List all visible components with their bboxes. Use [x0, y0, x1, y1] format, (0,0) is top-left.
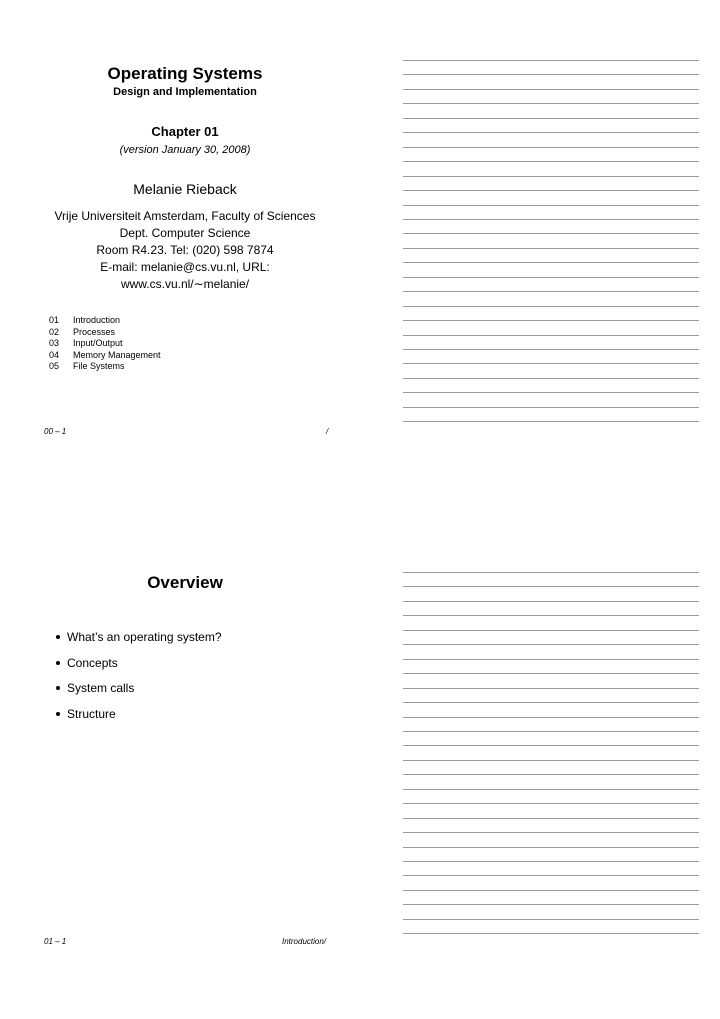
note-rule-line [403, 161, 699, 162]
slide2-footer-right: Introduction/ [282, 937, 327, 946]
toc-label: Memory Management [73, 349, 161, 360]
toc-number: 02 [49, 326, 60, 337]
note-rule-line [403, 919, 699, 920]
note-rule-line [403, 392, 699, 393]
slide1-footer-right: / [326, 427, 329, 436]
affiliation-block [40, 208, 330, 293]
note-rule-line [403, 717, 699, 718]
note-rule-line [403, 774, 699, 775]
toc-item [49, 327, 161, 339]
note-rule-line [403, 875, 699, 876]
note-rule-line [403, 673, 699, 674]
note-rule-line [403, 644, 699, 645]
chapter-heading: Chapter 01 [151, 124, 219, 139]
affiliation-line: E-mail: melanie@cs.vu.nl, URL: [100, 260, 270, 274]
bullet-text: Concepts [67, 655, 118, 670]
bullet-item [56, 624, 222, 650]
note-rule-line [403, 832, 699, 833]
note-rule-line [403, 803, 699, 804]
note-rule-line [403, 615, 699, 616]
bullet-dot-icon [56, 712, 60, 716]
toc-label: Processes [73, 326, 116, 337]
toc-number: 03 [49, 338, 60, 348]
bullet-item [56, 701, 222, 727]
affiliation-line: www.cs.vu.nl/∼melanie/ [120, 277, 250, 291]
note-rule-line [403, 745, 699, 746]
toc-item [49, 361, 161, 373]
note-rule-line [403, 586, 699, 587]
affiliation-line: Dept. Computer Science [119, 226, 251, 240]
note-rule-line [403, 291, 699, 292]
note-rule-line [403, 659, 699, 660]
toc-number: 01 [49, 315, 60, 325]
toc-number: 05 [49, 361, 60, 371]
toc-label: Introduction [73, 315, 121, 325]
toc-number: 04 [49, 349, 60, 360]
note-rule-line [403, 572, 699, 573]
note-rule-line [403, 363, 699, 364]
affiliation-line: Vrije Universiteit Amsterdam, Faculty of Sciences [54, 209, 316, 223]
note-rule-line [403, 205, 699, 206]
note-rule-line [403, 262, 699, 263]
bullet-item [56, 650, 222, 676]
note-rule-line [403, 818, 699, 819]
note-rule-line [403, 890, 699, 891]
note-rule-line [403, 861, 699, 862]
note-rule-line [403, 789, 699, 790]
note-rule-line [403, 847, 699, 848]
note-rule-line [403, 219, 699, 220]
bullet-text: Structure [67, 706, 116, 721]
slide1-subtitle: Design and Implementation [113, 86, 257, 98]
note-rule-line [403, 688, 699, 689]
affiliation-line: Room R4.23. Tel: (020) 598 7874 [96, 243, 274, 257]
bullet-text: System calls [67, 681, 135, 696]
author-name: Melanie Rieback [133, 181, 237, 197]
notes-lines-slide1 [403, 60, 699, 430]
note-rule-line [403, 277, 699, 278]
table-of-contents [49, 315, 161, 373]
toc-item [49, 338, 161, 350]
note-rule-line [403, 407, 699, 408]
note-rule-line [403, 74, 699, 75]
toc-item [49, 350, 161, 362]
note-rule-line [403, 702, 699, 703]
note-rule-line [403, 176, 699, 177]
slide2-footer-left: 01 – 1 [44, 937, 67, 946]
note-rule-line [403, 118, 699, 119]
bullet-dot-icon [56, 686, 60, 690]
bullet-text: What’s an operating system? [67, 629, 222, 644]
toc-item [49, 315, 161, 327]
bullet-list [56, 624, 222, 727]
note-rule-line [403, 335, 699, 336]
note-rule-line [403, 60, 699, 61]
notes-lines-slide2 [403, 572, 699, 942]
slide1-footer-left: 00 – 1 [44, 427, 67, 436]
overview-title: Overview [147, 573, 223, 592]
note-rule-line [403, 349, 699, 350]
note-rule-line [403, 190, 699, 191]
note-rule-line [403, 630, 699, 631]
note-rule-line [403, 320, 699, 321]
bullet-dot-icon [56, 635, 60, 639]
toc-label: File Systems [73, 361, 125, 371]
note-rule-line [403, 248, 699, 249]
note-rule-line [403, 378, 699, 379]
bullet-dot-icon [56, 661, 60, 665]
note-rule-line [403, 103, 699, 104]
note-rule-line [403, 421, 699, 422]
note-rule-line [403, 933, 699, 934]
note-rule-line [403, 89, 699, 90]
note-rule-line [403, 147, 699, 148]
note-rule-line [403, 306, 699, 307]
toc-label: Input/Output [73, 338, 123, 348]
note-rule-line [403, 233, 699, 234]
bullet-item [56, 675, 222, 701]
version-note: (version January 30, 2008) [119, 144, 251, 156]
note-rule-line [403, 132, 699, 133]
note-rule-line [403, 760, 699, 761]
note-rule-line [403, 731, 699, 732]
note-rule-line [403, 904, 699, 905]
slide1-title: Operating Systems [107, 64, 263, 83]
note-rule-line [403, 601, 699, 602]
